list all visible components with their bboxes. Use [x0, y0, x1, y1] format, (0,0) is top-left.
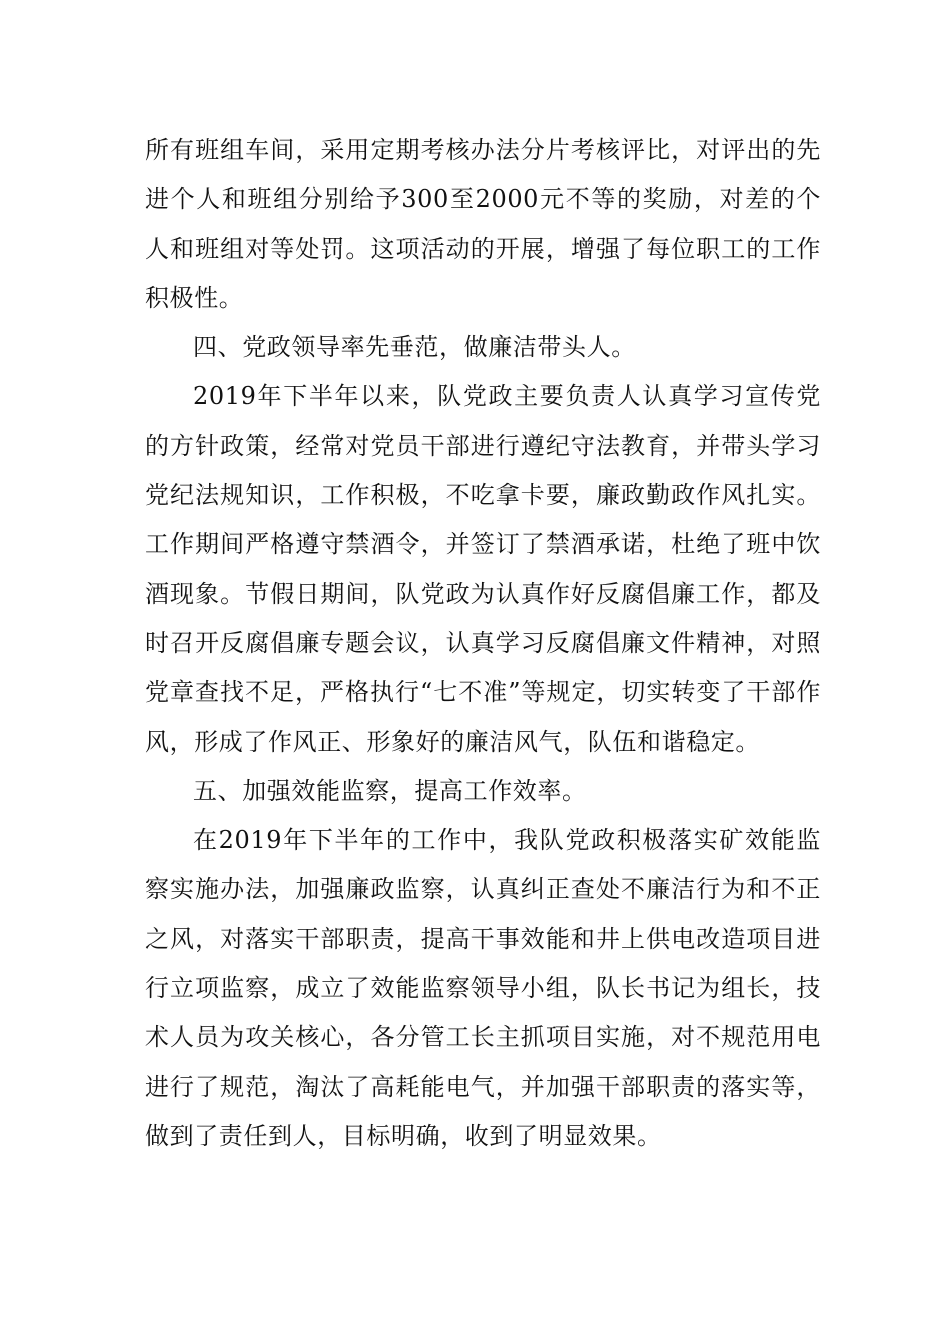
paragraph-section-5: 在2019年下半年的工作中，我队党政积极落实矿效能监察实施办法，加强廉政监察，认真纠正查处不廉洁行为和不正之风，对落实干部职责，提高干事效能和井上供电改造项目进行立项监察，成立了效能监察领导小组，队长书记为组长，技术人员为攻关核心，各分管工长主抓项目实施，对不规范用电进行了规范，淘汰了高耗能电气，并加强干部职责的落实等，做到了责任到人，目标明确，收到了明显效果。: [145, 826, 821, 1150]
paragraph-section-4: 2019年下半年以来，队党政主要负责人认真学习宣传党的方针政策，经常对党员干部进行遵纪守法教育，并带头学习党纪法规知识，工作积极，不吃拿卡要，廉政勤政作风扎实。工作期间严格遵守禁酒令，并签订了禁酒承诺，杜绝了班中饮酒现象。节假日期间，队党政为认真作好反腐倡廉工作，都及时召开反腐倡廉专题会议，认真学习反腐倡廉文件精神，对照党章查找不足，严格执行“七不准”等规定，切实转变了干部作风，形成了作风正、形象好的廉洁风气，队伍和谐稳定。: [145, 382, 821, 756]
section-heading-4: 四、党政领导率先垂范，做廉洁带头人。: [193, 333, 636, 362]
paragraph-continuation: 所有班组车间，采用定期考核办法分片考核评比，对评出的先进个人和班组分别给予300至2000元不等的奖励，对差的个人和班组对等处罚。这项活动的开展，增强了每位职工的工作积极性。: [145, 136, 821, 312]
document-body: [145, 126, 821, 1161]
section-heading-5: 五、加强效能监察，提高工作效率。: [193, 776, 587, 805]
